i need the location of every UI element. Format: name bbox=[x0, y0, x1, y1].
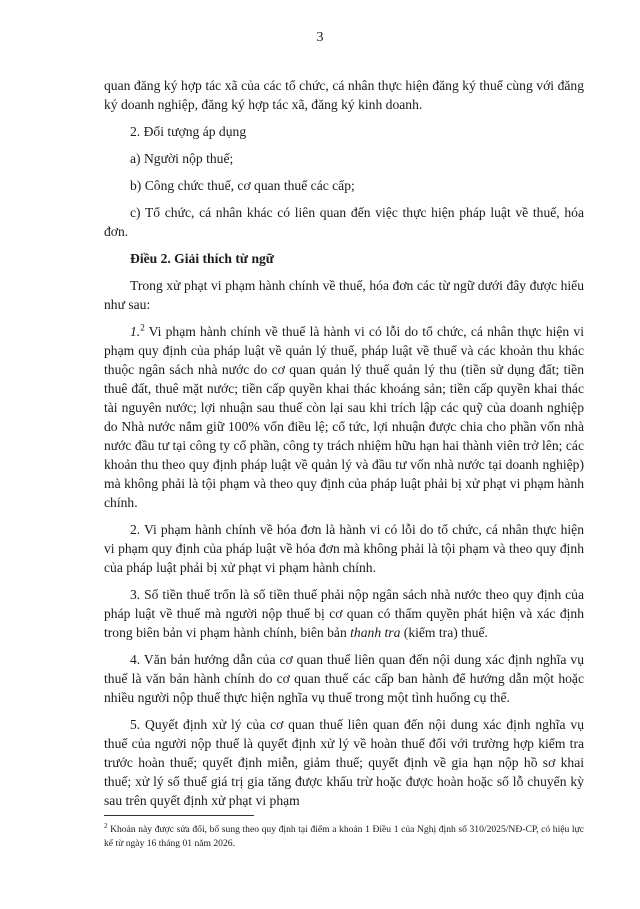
definition-1-number: 1. bbox=[130, 324, 141, 339]
paragraph-item-b: b) Công chức thuế, cơ quan thuế các cấp; bbox=[130, 178, 355, 193]
paragraph-continuation: quan đăng ký hợp tác xã của các tổ chức, cá nhân thực hiện đăng ký thuế cùng với đăng ký doanh nghiệp, đăng ký hợp tác xã, đăng ký kinh doanh. bbox=[104, 78, 584, 112]
footnote bbox=[104, 823, 584, 851]
paragraph-definition-1 bbox=[104, 322, 584, 512]
footnote-text: Khoản này được sửa đổi, bổ sung theo quy định tại điểm a khoản 1 Điều 1 của Nghị định số 310/2025/NĐ-CP, có hiệu lực kể từ ngày 16 tháng 01 năm 2026. bbox=[104, 824, 584, 849]
paragraph-definition-4: 4. Văn bản hướng dẫn của cơ quan thuế liên quan đến nội dung xác định nghĩa vụ thuế là văn bản hành chính do cơ quan thuế các cấp ban hành để hướng dẫn một hoặc nhiều người nộp thuế thực hiện nghĩa vụ thuế trong một tình huống cụ thể. bbox=[104, 652, 584, 705]
definition-1-text: Vi phạm hành chính về thuế là hành vi có lỗi do tổ chức, cá nhân thực hiện vi phạm quy định của pháp luật về quản lý thuế, pháp luật về thuế và các khoản thu khác thuộc ngân sách nhà nước do cơ quan quản lý thuế quản lý thu (tiền sử dụng đất; tiền thuê đất, thuê mặt nước; tiền cấp quyền khai thác khoáng sản; tiền cấp quyền khai thác tài nguyên nước; lợi nhuận sau thuế còn lại sau khi trích lập các quỹ của doanh nghiệp do Nhà nước nắm giữ 100% vốn điều lệ; cổ tức, lợi nhuận được chia cho phần vốn nhà nước đầu tư tại công ty cổ phần, công ty trách nhiệm hữu hạn hai thành viên trở lên; các khoản thu theo quy định pháp luật về quản lý và đầu tư vốn nhà nước tại doanh nghiệp) mà không phải là tội phạm và theo quy định của pháp luật phải bị xử phạt vi phạm hành chính. bbox=[104, 324, 584, 510]
footnote-ref[interactable]: 2 bbox=[140, 322, 145, 333]
definition-3-italic: thanh tra bbox=[350, 625, 401, 640]
paragraph-scope-heading: 2. Đối tượng áp dụng bbox=[130, 124, 247, 139]
document-body bbox=[104, 76, 584, 818]
footnote-number: 2 bbox=[104, 821, 108, 830]
footnote-divider bbox=[104, 815, 254, 816]
definition-3-text-a: 3. Số tiền thuế trốn là số tiền thuế phải nộp ngân sách nhà nước theo quy định của pháp luật về thuế mà người nộp thuế bị cơ quan có thẩm quyền phát hiện và xác định trong biên bản vi phạm hành chính, biên bản bbox=[104, 587, 584, 640]
paragraph-definition-2: 2. Vi phạm hành chính về hóa đơn là hành vi có lỗi do tổ chức, cá nhân thực hiện vi phạm quy định của pháp luật về hóa đơn mà không phải là tội phạm và theo quy định của pháp luật phải bị xử phạt vi phạm hành chính. bbox=[104, 522, 584, 575]
paragraph-item-c: c) Tổ chức, cá nhân khác có liên quan đến việc thực hiện pháp luật về thuế, hóa đơn. bbox=[104, 205, 584, 239]
paragraph-definition-3 bbox=[104, 585, 584, 642]
paragraph-intro: Trong xử phạt vi phạm hành chính về thuế, hóa đơn các từ ngữ dưới đây được hiểu như sau: bbox=[104, 278, 584, 312]
page-number: 3 bbox=[316, 30, 324, 45]
article-heading: Điều 2. Giải thích từ ngữ bbox=[130, 251, 274, 266]
paragraph-item-a: a) Người nộp thuế; bbox=[130, 151, 234, 166]
definition-3-text-b: (kiểm tra) thuế. bbox=[400, 625, 488, 640]
paragraph-definition-5: 5. Quyết định xử lý của cơ quan thuế liên quan đến nội dung xác định nghĩa vụ thuế của người nộp thuế là quyết định xử lý về hoàn thuế đối với trường hợp kiểm tra trước hoàn thuế; quyết định miễn, giảm thuế; quyết định về gia hạn nộp hồ sơ khai thuế; xử lý số thuế giá trị gia tăng được khấu trừ hoặc được hoàn hoặc số lỗ chuyển kỳ sau trên quyết định xử phạt vi phạm bbox=[104, 717, 584, 808]
